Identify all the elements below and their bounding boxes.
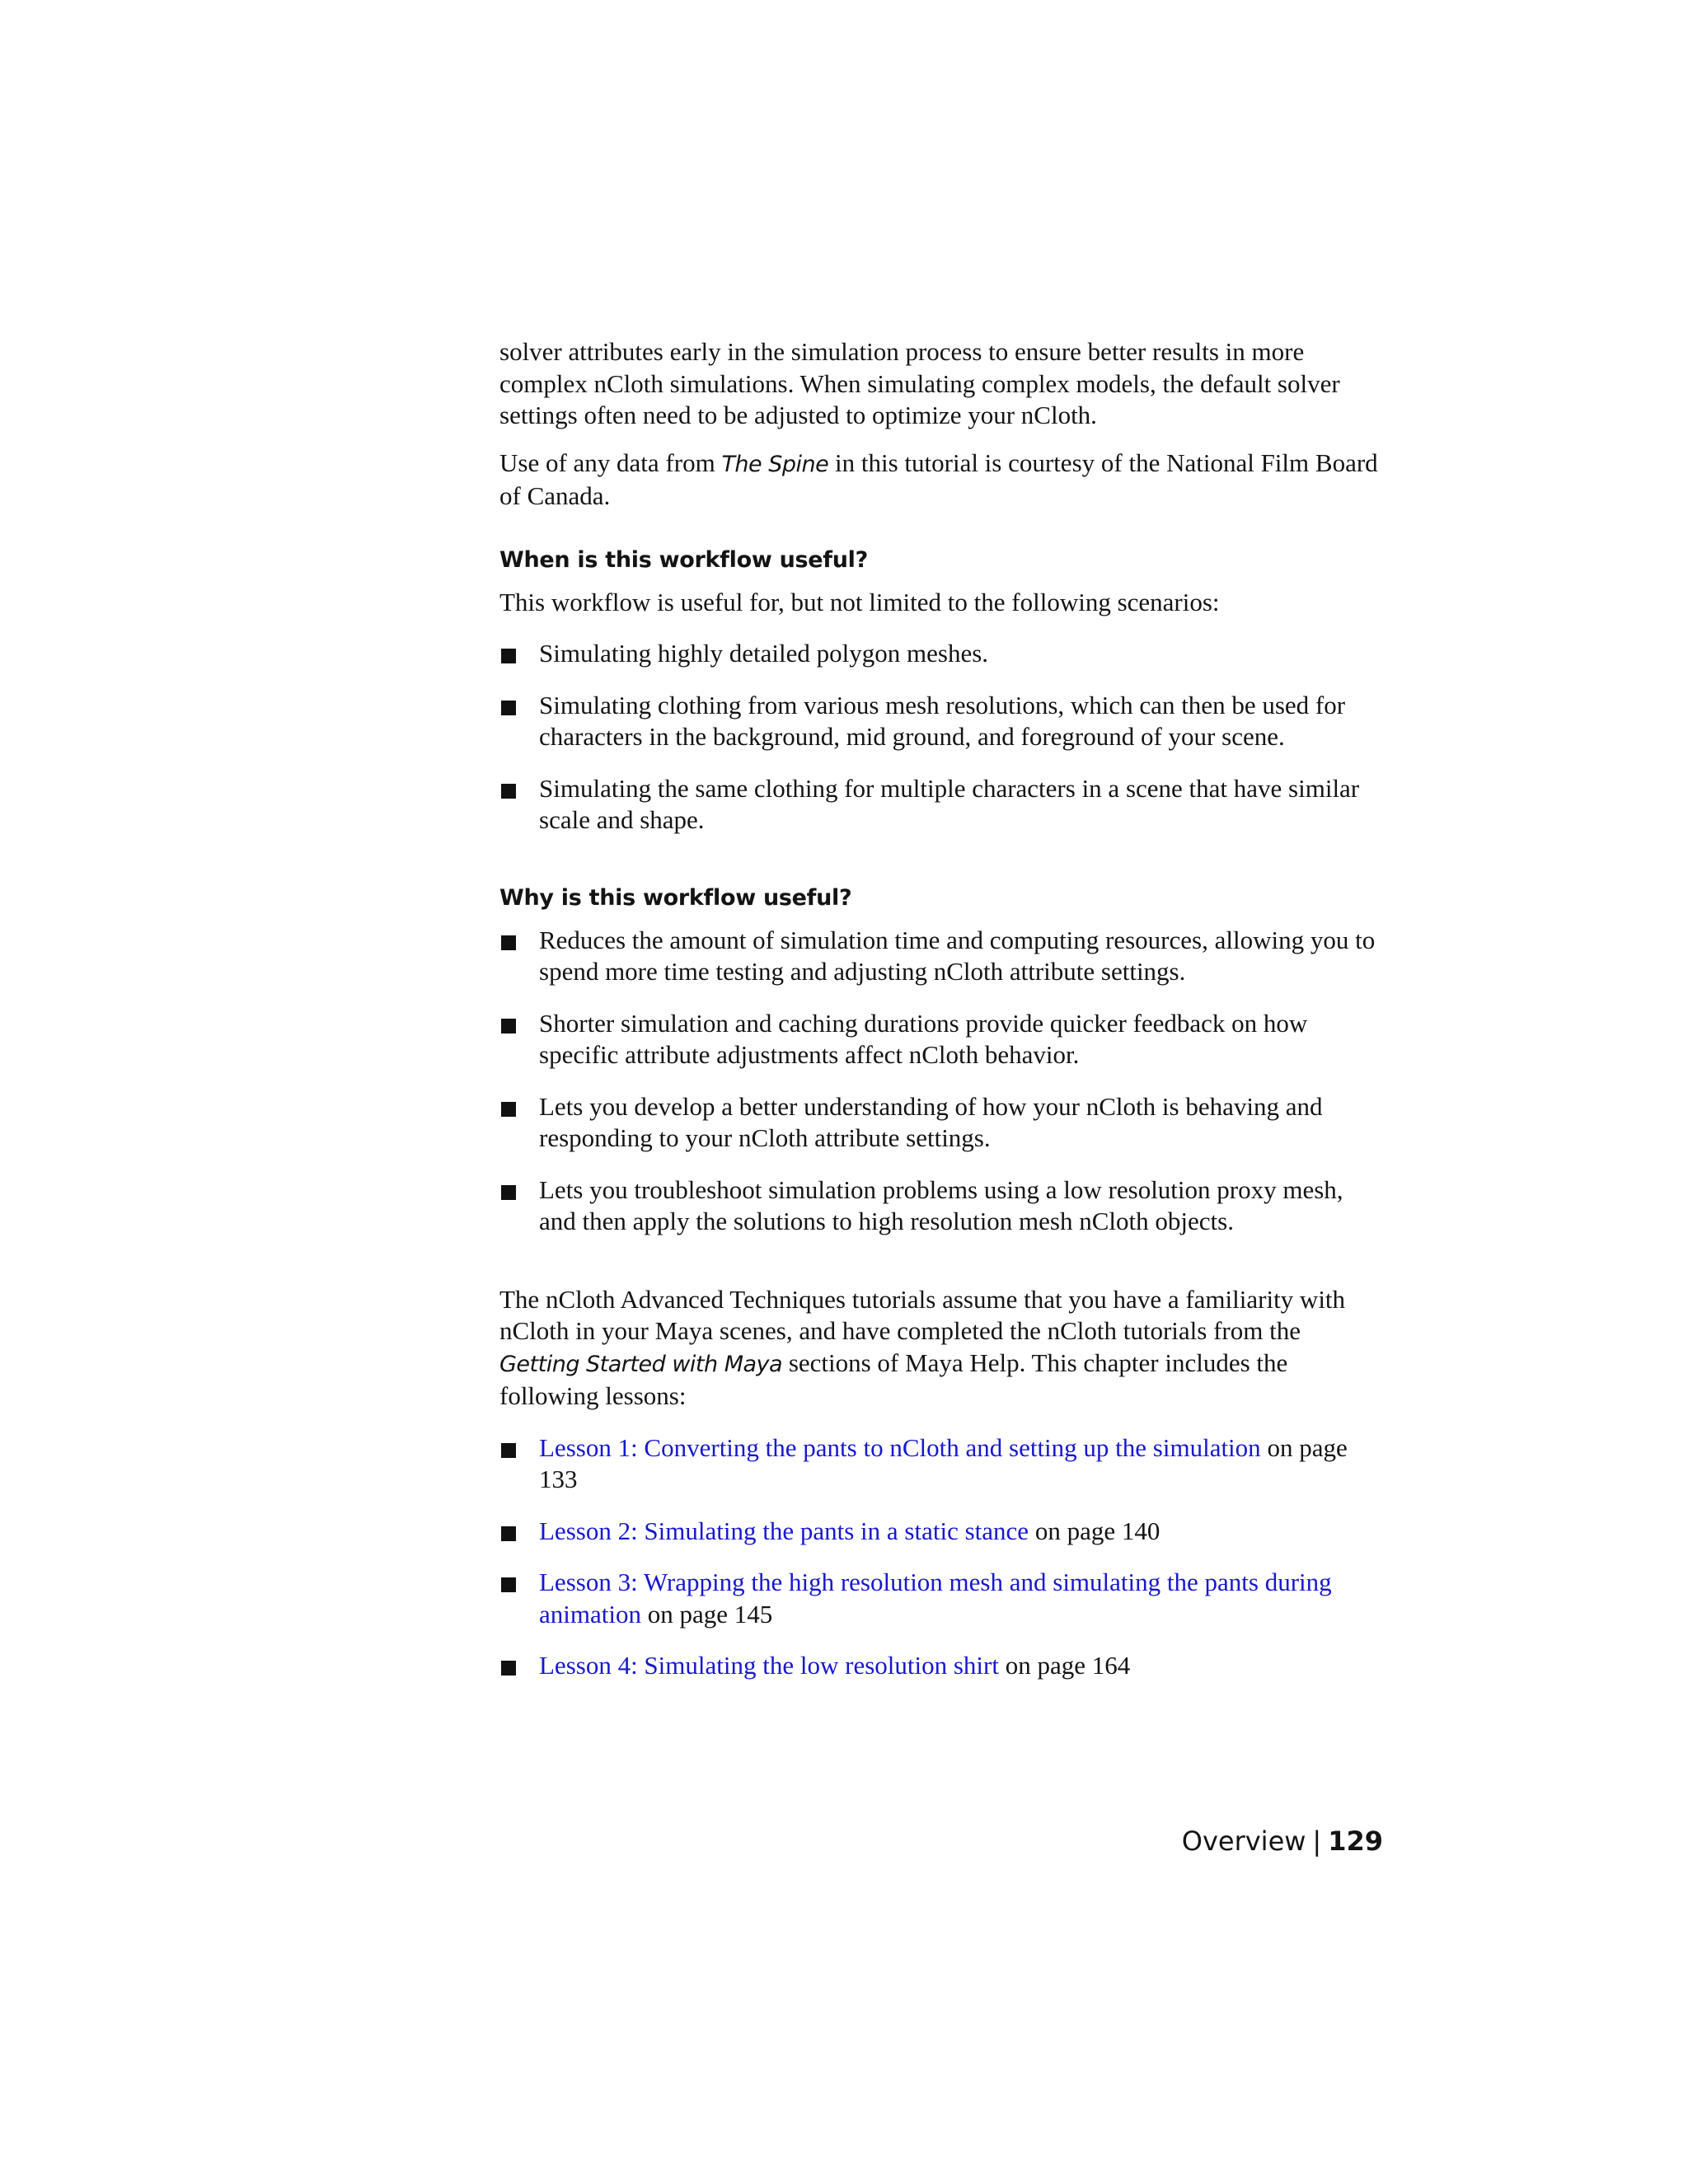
lesson-page-ref: on page 164	[998, 1651, 1131, 1680]
paragraph-lessons-intro: The nCloth Advanced Techniques tutorials assume that you have a familiarity with nCloth in your Maya scenes, and have completed the nCloth tutorials from the Getting Started with Maya sections of Maya Help. This chapter includes the following lessons:	[499, 1284, 1346, 1410]
list-item: Simulating the same clothing for multiple characters in a scene that have similar scale and shape.	[499, 773, 1383, 837]
credits-text-after: in this tutorial is courtesy of the National Film Board of Canada.	[499, 448, 1378, 510]
list-item: Lets you develop a better understanding of how your nCloth is behaving and responding to your nCloth attribute settings.	[499, 1091, 1383, 1155]
credits-title: The Spine	[721, 451, 829, 477]
square-bullet-icon	[501, 935, 516, 950]
credits-text-before: Use of any data from	[499, 448, 722, 477]
lesson-page-ref: on page 133	[539, 1432, 1348, 1493]
list-benefits	[499, 925, 1383, 1238]
square-bullet-icon	[501, 1443, 516, 1458]
paragraph-solver: solver attributes early in the simulation process to ensure better results in more complex nCloth simulations. When simulating complex models, the default solver settings often need to be adjusted to optimize your nCloth.	[499, 337, 1340, 429]
paragraph-credits	[499, 448, 1383, 513]
square-bullet-icon	[501, 1185, 516, 1200]
square-bullet-icon	[501, 1526, 516, 1541]
lesson-page-ref: on page 145	[640, 1599, 773, 1629]
lesson-item	[499, 1650, 1383, 1682]
lesson-item	[499, 1516, 1383, 1548]
list-lessons	[499, 1432, 1383, 1682]
square-bullet-icon	[501, 649, 516, 663]
square-bullet-icon	[501, 1577, 516, 1592]
heading-when-useful: When is this workflow useful?	[499, 546, 868, 573]
square-bullet-icon	[501, 784, 516, 799]
page-body	[499, 336, 1383, 1702]
footer-section-name: Overview	[1181, 1825, 1306, 1857]
lesson-item	[499, 1432, 1383, 1496]
square-bullet-icon	[501, 1019, 516, 1033]
lesson-link-4[interactable]: Lesson 4: Simulating the low resolution shirt	[539, 1651, 999, 1680]
list-scenarios	[499, 638, 1383, 837]
book-title: Getting Started with Maya	[499, 1351, 783, 1377]
lesson-item	[499, 1567, 1383, 1630]
square-bullet-icon	[501, 701, 516, 715]
heading-why-useful: Why is this workflow useful?	[499, 884, 852, 911]
square-bullet-icon	[501, 1102, 516, 1117]
footer-separator: |	[1312, 1825, 1322, 1857]
list-item: Reduces the amount of simulation time and computing resources, allowing you to spend more time testing and adjusting nCloth attribute settings.	[499, 925, 1383, 988]
list-item: Simulating highly detailed polygon meshes.	[499, 638, 1383, 670]
square-bullet-icon	[501, 1661, 516, 1675]
lesson-page-ref: on page 140	[1029, 1516, 1160, 1545]
paragraph-scenarios-intro: This workflow is useful for, but not limited to the following scenarios:	[499, 587, 1220, 616]
list-item: Simulating clothing from various mesh resolutions, which can then be used for characters in the background, mid ground, and foreground of your scene.	[499, 690, 1383, 753]
lesson-link-2[interactable]: Lesson 2: Simulating the pants in a static stance	[539, 1516, 1029, 1545]
lesson-link-1[interactable]: Lesson 1: Converting the pants to nCloth and setting up the simulation	[539, 1432, 1261, 1462]
page-footer	[1182, 1825, 1383, 1858]
list-item: Lets you troubleshoot simulation problems using a low resolution proxy mesh, and then apply the solutions to high resolution mesh nCloth objects.	[499, 1174, 1383, 1238]
list-item: Shorter simulation and caching durations provide quicker feedback on how specific attribute adjustments affect nCloth behavior.	[499, 1008, 1383, 1071]
page-number: 129	[1328, 1825, 1383, 1857]
lesson-link-3[interactable]: Lesson 3: Wrapping the high resolution mesh and simulating the pants during animation	[539, 1568, 1332, 1629]
